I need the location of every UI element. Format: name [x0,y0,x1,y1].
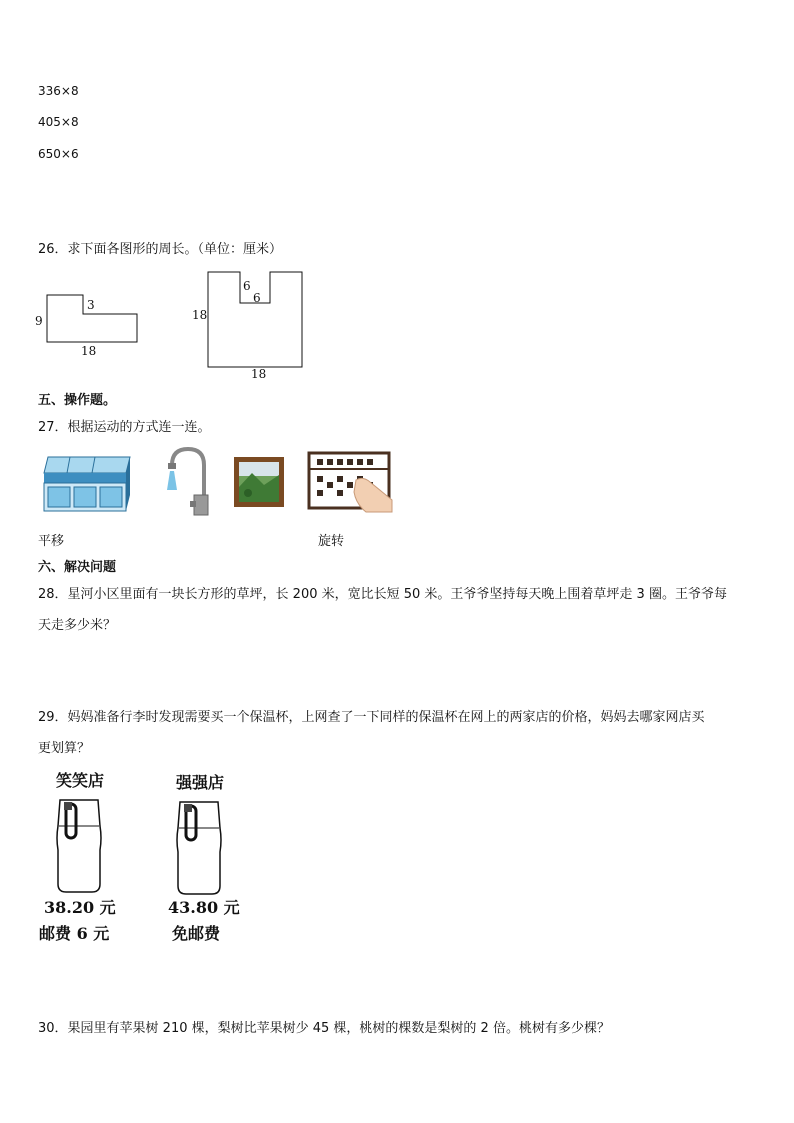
question-28-line2: 天走多少米？ [38,618,117,633]
perimeter-figure-1 [30,285,150,360]
shop-2-thermos [158,768,248,948]
question-30: 30．果园里有苹果树 210 棵，梨树比苹果树少 45 棵，桃树的棵数是梨树的 2 倍。桃树有多少棵？ [38,1021,610,1036]
question-29-line1: 29．妈妈准备行李时发现需要买一个保温杯，上网查了一下同样的保温杯在网上的两家店的价格，妈妈去哪家网店买 [38,710,705,725]
question-29-line2: 更划算？ [38,741,91,756]
fig1-bottom-label: 18 [81,344,97,358]
calc-item-1: 336×8 [38,84,79,98]
calc-item-3: 650×6 [38,147,79,161]
framed-picture-image [234,457,286,509]
thermos-bottle-2 [177,802,221,894]
shop-2-price: 43.80 元 [168,898,240,917]
question-27: 27．根据运动的方式连一连。 [38,420,211,435]
shop-1-shipping: 邮费 6 元 [39,924,110,943]
question-26: 26．求下面各图形的周长。（单位：厘米） [38,242,283,257]
question-28-line1: 28．星河小区里面有一块长方形的草坪，长 200 米，宽比长短 50 米。王爷爷坚持每天晚上围着草坪走 3 圈。王爷爷每 [38,587,727,602]
fig2-left-label: 18 [192,308,208,322]
label-translation: 平移 [38,534,65,549]
shop-2-name: 强强店 [176,773,225,792]
fig2-notch-depth-label: 6 [243,279,251,293]
fig1-notch-label: 3 [87,298,95,312]
shop-1-name: 笑笑店 [56,771,105,790]
fig2-notch-width-label: 6 [253,291,261,305]
shop-2-shipping: 免邮费 [172,924,221,943]
label-rotation: 旋转 [318,534,345,549]
thermos-bottle-1 [57,800,101,892]
abacus-image [308,452,393,512]
perimeter-figure-2 [190,265,315,385]
section-6-heading: 六、解决问题 [38,560,117,575]
shop-1-price: 38.20 元 [44,898,116,917]
shop-1-thermos [36,766,126,946]
section-5-heading: 五、操作题。 [38,393,117,408]
fig1-left-label: 9 [35,314,43,328]
faucet-image [162,445,217,520]
fig2-bottom-label: 18 [251,367,267,381]
cabinet-image [40,455,132,515]
calc-item-2: 405×8 [38,115,79,129]
